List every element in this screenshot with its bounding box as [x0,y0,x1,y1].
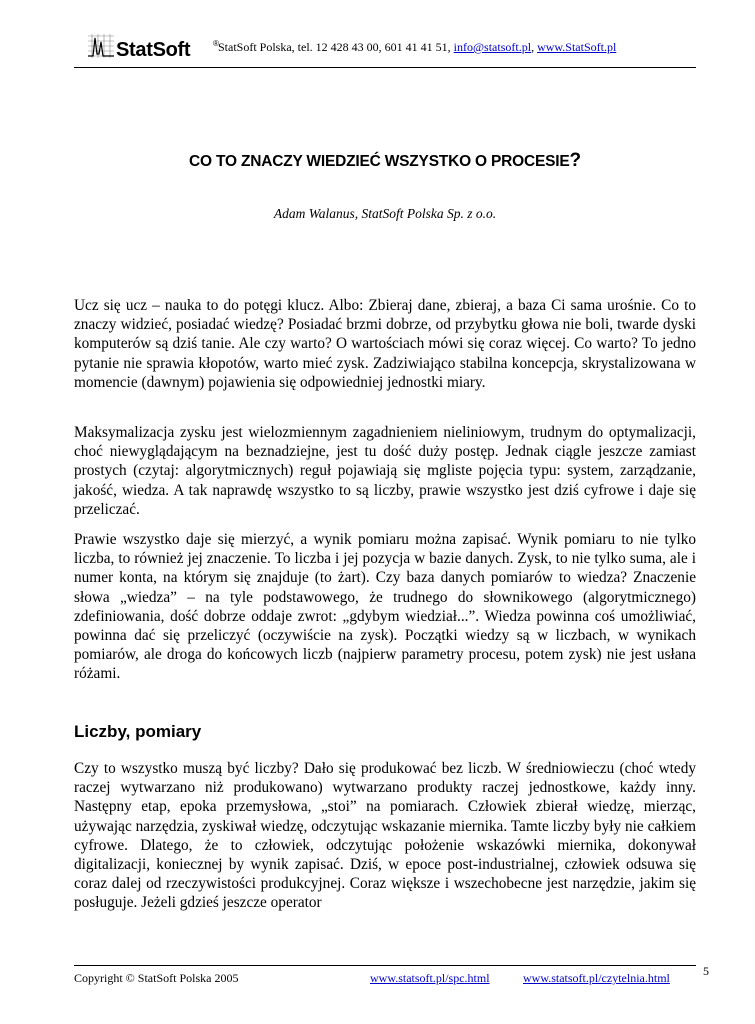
page-number: 5 [703,964,709,978]
article-title [74,150,696,172]
paragraph: Czy to wszystko muszą być liczby? Dało się produkować bez liczb. W średniowieczu (choć wtedy raczej wytwarzano niż produkowano) wytwarzano produkty raczej jednostkowe, każdy inny. Następny etap, epoka przemysłowa, „stoi” na pomiarach. Człowiek zbierał wiedzę, mierząc, używając narzędzia, zyskiwał wiedzę, odczytując wskazanie miernika. Tamte liczby były nie całkiem cyfrowe. Dlatego, że to człowiek, odczytując położenie wskazówki miernika, dokonywał digitalizacji, koniecznej by wynik zapisać. Dziś, w epoce post-industrialnej, człowiek odsuwa się coraz dalej od rzeczywistości produkcyjnej. Coraz większe i wszechobecne jest narzędzie, jakim się posługuje. Jeżeli gdzieś jeszcze operator [74,760,696,912]
copyright-text: Copyright © StatSoft Polska 2005 [74,971,239,985]
czytelnia-link[interactable]: www.statsoft.pl/czytelnia.html [523,971,670,985]
paragraph: Ucz się ucz – nauka to do potęgi klucz. Albo: Zbieraj dane, zbieraj, a baza Ci sama urośnie. Co to znaczy widzieć, posiadać wiedzę? Posiadać brzmi dobrze, od przybytku głowa nie boli, twarde dyski komputerów są dziś tanie. Ale czy warto? O wartościach mówi się coraz więcej. Co warto? To jedno pytanie nie sprawia kłopotów, warto mieć zysk. Zadziwiająco stabilna koncepcja, skrystalizowana w momencie (dawnym) pojawienia się odpowiedniej jednostki miary. [74,297,696,391]
page-header [74,24,696,68]
contact-separator: , [531,40,538,54]
logo-registered-mark: ® [213,39,219,48]
title-text: CO TO ZNACZY WIEDZIEĆ WSZYSTKO O PROCESIE [189,153,570,170]
email-link[interactable]: info@statsoft.pl [453,40,532,54]
contact-text: StatSoft Polska, tel. 12 428 43 00, 601 41 41 51, [218,40,454,54]
article-author: Adam Walanus, StatSoft Polska Sp. z o.o. [273,206,497,221]
header-divider [74,67,696,68]
section-heading: Liczby, pomiary [74,722,202,741]
statsoft-logo [86,32,219,62]
title-question-mark: ? [569,150,581,171]
footer-divider [74,965,696,966]
logo-chart-icon [86,32,116,60]
spc-link[interactable]: www.statsoft.pl/spc.html [370,971,490,985]
paragraph: Maksymalizacja zysku jest wielozmiennym zagadnieniem nieliniowym, trudnym do optymalizacji, choć niewyglądającym na beznadziejne, jest tu dość duży postęp. Jednak ciągle jeszcze zamiast prostych (czytaj: algorytmicznych) reguł pojawiają się mgliste pojęcia typu: system, zarządzanie, jakość, wiedza. A tak naprawdę wszystko to są liczby, prawie wszystko jest dziś cyfrowe i daje się przeliczać. [74,424,696,518]
header-contact [218,40,616,55]
website-link[interactable]: www.StatSoft.pl [537,40,617,54]
page-footer [74,971,696,989]
logo-text: StatSoft [116,39,191,61]
paragraph: Prawie wszystko daje się mierzyć, a wynik pomiaru można zapisać. Wynik pomiaru to nie tylko liczba, to również jej znaczenie. To liczba i jej pozycja w bazie danych. Zysk, to nie tylko suma, ale i numer konta, na którym się znajduje (to żart). Czy baza danych pomiarów to wiedza? Znaczenie słowa „wiedza” – na tyle podstawowego, że trudnego do słownikowego (algorytmicznego) zdefiniowania, dość dobrze oddaje zwrot: „gdybym wiedział...”. Wiedza powinna coś umożliwiać, powinna dać się przeliczyć (oczywiście na zysk). Początki wiedzy są w liczbach, w wynikach pomiarów, ale droga do końcowych liczb (najpierw parametry procesu, potem zysk) nie jest usłana różami. [74,531,696,683]
